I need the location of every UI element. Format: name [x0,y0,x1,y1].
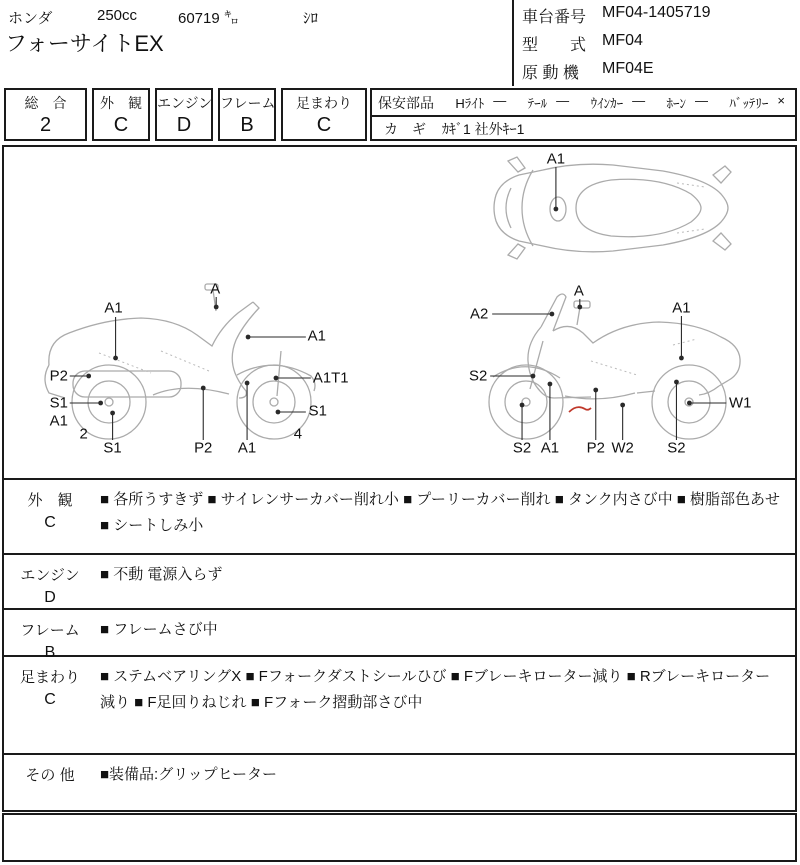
diagram-callout-label: S2 [469,367,488,385]
model-name: フォーサイトEX [5,31,164,56]
section-frame-label: フレーム [20,622,80,639]
diagram-callout-label: A1 [49,412,68,430]
safety-parts-status-row [372,90,795,117]
damage-diagram [4,147,795,480]
engine-code-row [522,60,654,83]
rating-overall [4,88,87,141]
diagram-callout-label: A1 [540,439,560,457]
callout-dot [548,382,553,387]
key-label: カ ギ [384,121,426,137]
horn-status: ― [694,93,708,108]
callout-dot [687,401,692,406]
section-engine-label: エンジン [20,567,80,584]
mileage: 60719 ㌔ [178,10,239,27]
rating-exterior-label: 外 観 [100,95,142,111]
safety-winker [591,93,646,112]
diagram-callout-label: A1T1 [312,369,349,387]
rating-frame-grade: B [240,114,254,136]
safety-parts-box [370,88,797,141]
rating-undercarriage [281,88,367,141]
section-undercarriage-label: 足まわり [19,669,80,686]
callout-dot [550,312,555,317]
section-frame-head [4,610,96,661]
model-code-label: 型 式 [522,37,587,54]
diagram-callout-label: A1 [237,439,257,457]
callout-dot [593,388,598,393]
horn-label: ﾎｰﾝ [666,96,686,111]
diagram-callout-label: A1 [307,327,326,345]
key-value: ｶｷﾞ1 社外ｷｰ1 [442,121,525,137]
section-engine-head [4,555,96,608]
rating-overall-label: 総 合 [24,95,67,111]
callout-dot [276,410,281,415]
section-engine-grade: D [44,589,56,606]
main-table [2,145,797,812]
section-other-head [4,755,96,810]
battery-status: × [777,93,785,108]
displacement: 250cc [97,7,138,24]
diagram-callout-label: A [573,282,584,300]
rating-frame [218,88,276,141]
diagram-callout-label: 2 [79,425,88,443]
winker-status: ― [632,93,646,108]
safety-headlight [455,93,506,112]
section-exterior [4,480,795,555]
section-undercarriage [4,657,795,755]
rating-undercarriage-grade: C [316,114,332,136]
safety-parts-title: 保安部品 [378,94,434,111]
callout-dot [577,305,582,310]
section-engine [4,555,795,610]
diagram-callout-layer [4,147,795,478]
section-undercarriage-grade: C [44,691,56,708]
winker-label: ｳｲﾝｶｰ [590,96,624,111]
safety-taillight [528,93,570,112]
section-exterior-label: 外 観 [27,492,73,509]
model-code-row [522,32,643,55]
callout-dot [274,376,279,381]
rating-undercarriage-label: 足まわり [296,95,352,111]
chassis-number-label: 車台番号 [522,9,587,26]
key-row [372,117,795,141]
rating-engine-label: エンジン [157,95,213,111]
diagram-callout-label: S2 [512,439,532,457]
rating-exterior [92,88,150,141]
callout-dot [620,403,625,408]
model-code-value: MF04 [602,32,643,49]
section-undercarriage-comments: ■ ステムベアリングX ■ Fフォークダストシールひび ■ Fブレーキローター減り ■ Rブレーキローター減り ■ F足回りねじれ ■ Fフォーク摺動部さび中 [100,668,771,711]
diagram-callout-label: W2 [611,439,634,457]
section-engine-comments: ■ 不動 電源入らず [100,566,223,583]
diagram-callout-label: A [210,280,221,298]
callout-dot [520,403,525,408]
chassis-number-row [522,4,711,27]
ratings-row [0,88,800,141]
section-other [4,755,795,810]
taillight-status: ― [556,93,570,108]
headlight-label: Hﾗｲﾄ [455,96,485,111]
diagram-callout-label: S1 [103,439,122,457]
rating-frame-label: フレーム [220,95,276,111]
rating-engine [155,88,213,141]
section-exterior-comments: ■ 各所うすきず ■ サイレンサーカバー削れ小 ■ プーリーカバー削れ ■ タンク内さび中 ■ 樹脂部色あせ ■ シートしみ小 [100,491,781,534]
diagram-callout-label: P2 [49,367,68,385]
section-other-comments: ■装備品:グリップヒーター [100,766,278,783]
section-undercarriage-head [4,657,96,753]
section-exterior-grade: C [44,514,56,531]
diagram-callout-label: S1 [308,402,327,420]
callout-dot [214,305,219,310]
diagram-callout-label: 4 [293,425,303,443]
taillight-label: ﾃｰﾙ [527,96,548,111]
diagram-callout-label: W1 [729,394,752,412]
section-frame [4,610,795,661]
callout-dot [674,380,679,385]
engine-code-label: 原 動 機 [522,65,579,82]
section-other-label: その 他 [25,767,75,784]
callout-dot [554,207,559,212]
section-frame-comments: ■ フレームさび中 [100,621,218,638]
battery-label: ﾊﾞｯﾃﾘｰ [729,96,769,111]
diagram-callout-label: P2 [194,439,213,457]
chassis-number-value: MF04-1405719 [602,4,711,21]
callout-dot [245,381,250,386]
rating-exterior-grade: C [113,114,129,136]
section-frame-grade: B [44,644,56,661]
maker-name: ホンダ [8,10,53,27]
callout-dot [531,374,536,379]
diagram-callout-label: S1 [49,394,68,412]
diagram-callout-label: A1 [672,299,691,317]
rating-engine-grade: D [176,114,192,136]
diagram-callout-label: A1 [546,150,566,168]
callout-dot [86,374,91,379]
body-color: ｼﾛ [303,10,319,27]
callout-dot [113,356,118,361]
section-exterior-head [4,480,96,553]
diagram-callout-label: A1 [104,299,123,317]
header-divider [512,0,514,86]
callout-dot [110,411,115,416]
engine-code-value: MF04E [602,60,654,77]
callout-dot [246,335,251,340]
callout-dot [679,356,684,361]
rating-overall-grade: 2 [39,114,52,136]
diagram-callout-label: S2 [667,439,686,457]
callout-dot [201,386,206,391]
safety-battery [729,93,785,112]
headlight-status: ― [493,93,507,108]
callout-dot [98,401,103,406]
diagram-callout-label: P2 [586,439,605,457]
safety-horn [666,93,708,112]
diagram-callout-label: A2 [470,305,489,323]
footer-empty-box [2,813,797,862]
